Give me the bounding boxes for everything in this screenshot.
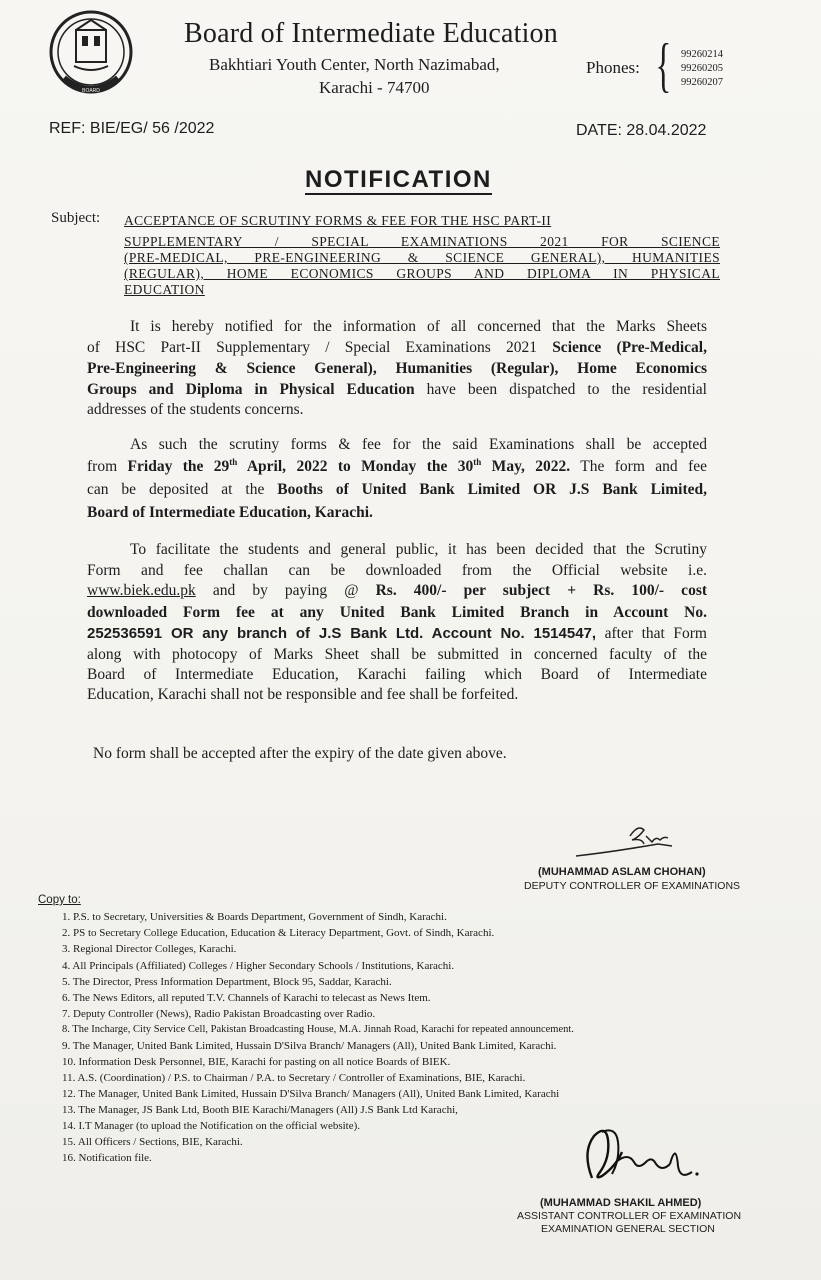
phone-number: 99260207 [681,77,723,88]
paragraph-line: Form and fee challan can be downloaded from the Official website i.e. [87,562,707,579]
organization-address: Bakhtiari Youth Center, North Nazimabad, [209,55,500,74]
paragraph-line: Board of Intermediate Education, Karachi failing which Board of Intermediate [87,666,707,683]
subject-label: Subject: [51,210,101,226]
paragraph-line: downloaded Form fee at any United Bank Limited Branch in Account No. [87,604,707,621]
copy-to-item: 6. The News Editors, all reputed T.V. Channels of Karachi to telecast as News Item. [62,992,431,1004]
copy-to-item: 14. I.T Manager (to upload the Notification on the official website). [62,1120,361,1132]
paragraph-line: To facilitate the students and general public, it has been decided that the Scrutiny [130,541,707,558]
signatory-designation: DEPUTY CONTROLLER OF EXAMINATIONS [524,880,741,892]
organization-city: Karachi - 74700 [319,78,430,97]
copy-to-label: Copy to: [38,894,81,906]
copy-to-item: 11. A.S. (Coordination) / P.S. to Chairman / P.A. to Secretary / Controller of Examinations, BIE, Karachi. [62,1072,526,1084]
signatory-name: (MUHAMMAD ASLAM CHOHAN) [538,866,706,878]
phone-number: 99260214 [681,49,723,60]
paragraph-line: Board of Intermediate Education, Karachi. [87,504,373,521]
copy-to-item: 13. The Manager, JS Bank Ltd, Booth BIE Karachi/Managers (All) J.S Bank Ltd Karachi, [62,1104,458,1116]
signatory-name: (MUHAMMAD SHAKIL AHMED) [540,1197,702,1209]
copy-to-item: 12. The Manager, United Bank Limited, Hussain D'Silva Branch/ Managers (All), United Bank Limited, Karachi [62,1088,560,1100]
subject-line: (PRE-MEDICAL, PRE-ENGINEERING & SCIENCE GENERAL), HUMANITIES [124,250,720,265]
copy-to-item: 7. Deputy Controller (News), Radio Pakistan Broadcasting over Radio. [62,1008,376,1020]
closing-statement: No form shall be accepted after the expiry of the date given above. [93,745,507,762]
paragraph-line: Pre-Engineering & Science General), Humanities (Regular), Home Economics [87,360,707,377]
paragraph-line: along with photocopy of Marks Sheet shall be submitted in concerned faculty of the [87,646,707,663]
copy-to-item: 8. The Incharge, City Service Cell, Pakistan Broadcasting House, M.A. Jinnah Road, Karachi for repeated announcement. [62,1024,574,1035]
subject-line: ACCEPTANCE OF SCRUTINY FORMS & FEE FOR THE HSC PART-II [124,213,552,228]
page-title: NOTIFICATION [305,166,492,193]
document-date: DATE: 28.04.2022 [576,122,707,139]
signatory-designation: ASSISTANT CONTROLLER OF EXAMINATION [517,1210,742,1222]
copy-to-item: 1. P.S. to Secretary, Universities & Boards Department, Government of Sindh, Karachi. [62,911,447,923]
paragraph-line: Groups and Diploma in Physical Education have been dispatched to the residential [87,381,707,398]
subject-line: EDUCATION [124,282,205,297]
phones-label: Phones: [586,58,640,77]
reference-number: REF: BIE/EG/ 56 /2022 [49,120,215,137]
paragraph-line: 252536591 OR any branch of J.S Bank Ltd. Account No. 1514547, after that Form [87,625,707,642]
paragraph-line: addresses of the students concerns. [87,401,304,418]
copy-to-item: 3. Regional Director Colleges, Karachi. [62,943,237,955]
organization-name: Board of Intermediate Education [184,18,558,49]
paragraph-line: of HSC Part-II Supplementary / Special Examinations 2021 Science (Pre-Medical, [87,339,707,356]
copy-to-item: 9. The Manager, United Bank Limited, Hussain D'Silva Branch/ Managers (All), United Bank Limited, Karachi. [62,1040,557,1052]
subject-line: SUPPLEMENTARY / SPECIAL EXAMINATIONS 2021 FOR SCIENCE [124,234,720,249]
paragraph-line: It is hereby notified for the information of all concerned that the Marks Sheets [130,318,707,335]
copy-to-item: 10. Information Desk Personnel, BIE, Karachi for pasting on all notice Boards of BIEK. [62,1056,451,1068]
svg-text:BOARD: BOARD [82,88,100,94]
phone-number: 99260205 [681,63,723,74]
board-logo-seal [46,8,136,100]
copy-to-item: 5. The Director, Press Information Department, Block 95, Saddar, Karachi. [62,976,392,988]
brace-glyph: { [655,32,672,98]
copy-to-item: 15. All Officers / Sections, BIE, Karachi. [62,1136,243,1148]
signatory-section: EXAMINATION GENERAL SECTION [541,1223,715,1235]
website-link[interactable]: www.biek.edu.pk [87,582,196,599]
paragraph-line: can be deposited at the Booths of United Bank Limited OR J.S Bank Limited, [87,481,707,498]
paragraph-line: from Friday the 29th April, 2022 to Monday the 30th May, 2022. The form and fee [87,457,707,476]
copy-to-item: 16. Notification file. [62,1152,152,1164]
paragraph-line: Education, Karachi shall not be responsible and fee shall be forfeited. [87,686,519,703]
handwritten-signature [572,1122,702,1188]
subject-line: (REGULAR), HOME ECONOMICS GROUPS AND DIPLOMA IN PHYSICAL [124,266,720,281]
copy-to-item: 4. All Principals (Affiliated) Colleges / Higher Secondary Schools / Institutions, Karachi. [62,960,455,972]
copy-to-item: 2. PS to Secretary College Education, Education & Literacy Department, Govt. of Sindh, Karachi. [62,927,495,939]
paragraph-line: www.biek.edu.pk and by paying @ Rs. 400/- per subject + Rs. 100/- cost [87,582,708,599]
paragraph-line: As such the scrutiny forms & fee for the said Examinations shall be accepted [130,436,707,453]
handwritten-signature [572,816,682,864]
